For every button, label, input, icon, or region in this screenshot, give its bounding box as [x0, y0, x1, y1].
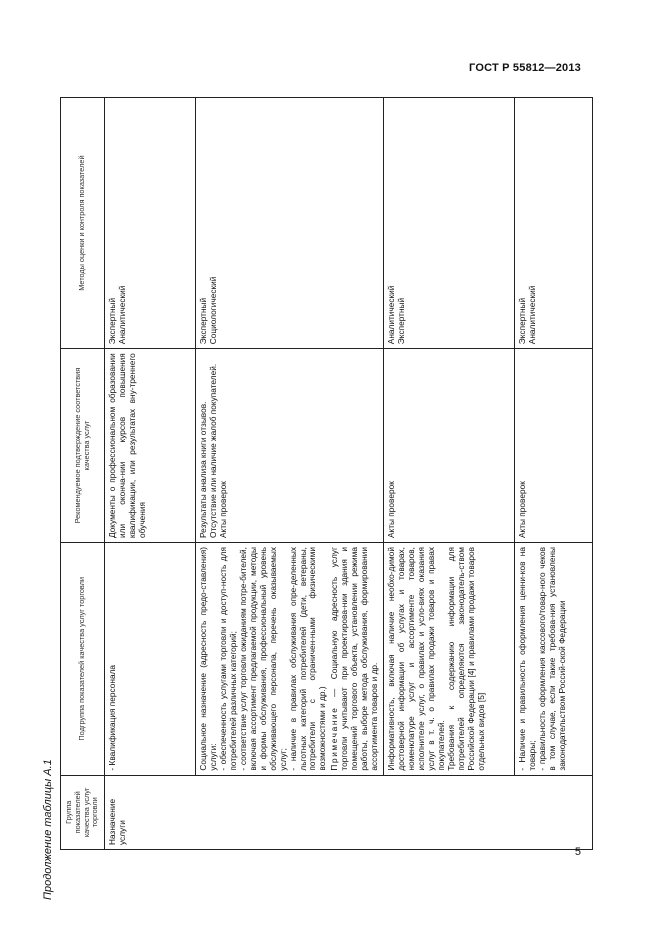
method-text: Социологический [207, 276, 218, 345]
table-row [196, 98, 384, 850]
group-cell [105, 775, 593, 849]
confirmation-cell [196, 349, 384, 543]
subgroup-cell [515, 543, 593, 776]
method-text: Аналитический [116, 285, 127, 345]
subgroup-text: Социальное назначение (адресность предо-ставления) услуги: [198, 547, 218, 771]
confirmation-cell [515, 349, 593, 543]
subgroup-cell [384, 543, 515, 776]
subgroup-text: Требования к содержанию информации для потребителей определяются законодатель-ством Российской Федерации [4] и правилами продажи товаров отдельных видов [5] [445, 547, 486, 771]
column-header-methods: Методы оценки и контроля показателей [61, 98, 105, 349]
subgroup-text: - соответствие услуг торговли ожиданиям потре-бителей, включая ассортимент предлагаемой продукции, методы и формы обслуживания, профессиональный уровень обслуживающего персонала, перечень оказываемых услуг; [237, 547, 288, 771]
note-label: Примечание [329, 706, 340, 771]
method-text: Экспертный [396, 297, 407, 345]
rotated-table-container [60, 97, 567, 850]
page-number: 5 [574, 846, 581, 858]
confirmation-cell [105, 349, 196, 543]
table-row [515, 98, 593, 850]
subgroup-text: - обеспеченность услугами торговли и доступ-ность для потребителей различных категорий; [217, 547, 238, 771]
method-text: Аналитический [386, 285, 397, 345]
column-header-group: Группа показателей качества услуг торговли [61, 775, 105, 849]
methods-cell [196, 98, 384, 349]
column-header-subgroup: Подгруппа показателей качества услуг торговли [61, 543, 105, 776]
confirmation-text: Акты проверок [217, 481, 228, 539]
table-row [105, 98, 196, 850]
subgroup-cell [105, 543, 196, 776]
quality-indicators-table [60, 97, 593, 850]
table-header-row [61, 98, 105, 850]
confirmation-text: Акты проверок [517, 481, 528, 539]
group-label: Назначение услуги [107, 798, 127, 845]
confirmation-text: Документы о профессиональном образовании или оконча-нии курсов повышения квалификации, или результатах вну-треннего обучения [107, 353, 147, 539]
method-text: Экспертный [198, 297, 208, 345]
method-text: Экспертный [107, 297, 117, 345]
confirmation-cell [384, 349, 515, 543]
subgroup-text: Информативность, включая наличие необхо-димой достоверной информации об услугах и товарах, номенклатуре услуг и ассортименте товаров, исполнителе услуг, о правилах и усло-виях оказания услуг в т. ч. о правилах продажи товаров и правах покупателей. [386, 547, 446, 771]
table-row [384, 98, 515, 850]
method-text: Аналитический [527, 285, 538, 345]
document-code: ГОСТ Р 55812—2013 [469, 62, 581, 74]
methods-cell [384, 98, 515, 349]
note-text: — Социальную адресность услуг торговли учитывают при проектирова-нии здания и помещений торгового объекта, установлении режима работы, выборе метода обслуживания, формировании ассортимента товаров и др. [329, 547, 380, 771]
confirmation-text: Результаты анализа книги отзывов. [198, 401, 208, 539]
subgroup-cell [196, 543, 384, 776]
methods-cell [105, 98, 196, 349]
table-caption: Продолжение таблицы А.1 [42, 759, 54, 900]
methods-cell [515, 98, 593, 349]
subgroup-text: - Наличие и правильность оформления ценни-ков на товары; [517, 547, 538, 771]
confirmation-text: Акты проверок [386, 481, 397, 539]
confirmation-text: Отсутствие или наличие жалоб покупателей. [207, 363, 218, 539]
subgroup-text: - наличие в правилах обслуживания опре-деленных льготных категорий потребителей (дети, ветераны, потребители с ограничен-ными физическими возможностями и др.) [287, 547, 328, 771]
subgroup-text: - правильность оформления кассового/товар-ного чеков в том случае, если такие требова-ния установлены законодательством Россий-ской Федерации [537, 547, 567, 771]
subgroup-text: - Квалификация персонала [107, 664, 117, 771]
method-text: Экспертный [517, 297, 528, 345]
column-header-confirmation: Рекомендуемое подтверждение соответствия качества услуг [61, 349, 105, 543]
note-paragraph [330, 547, 380, 771]
